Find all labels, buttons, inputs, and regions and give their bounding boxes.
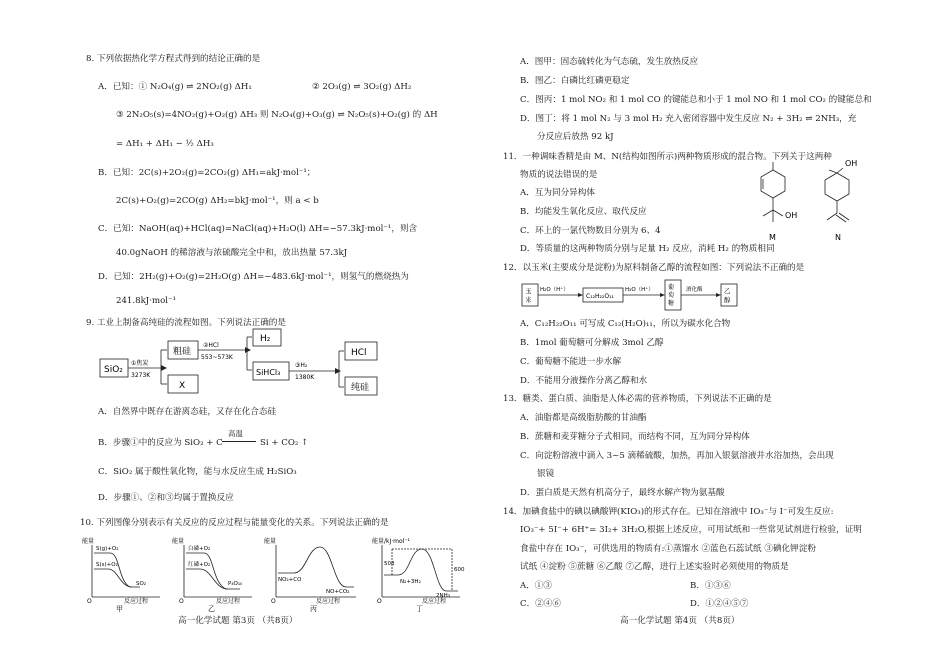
right-page-footer: 高一化学试题 第4页 （共8页） [620, 616, 740, 626]
q12-stem: 12．以玉米(主要成分是淀粉)为原料制备乙醇的流程如图：下列说法不正确的是 [503, 263, 805, 273]
q11-stem-line2: 物质的说法错误的是 [520, 170, 598, 180]
c12-label: C₁₂H₂₂O₁₁ [586, 293, 614, 300]
svg-text:萄: 萄 [668, 292, 675, 299]
graph-jia-y-label: 能量 [82, 538, 95, 545]
q8-option-d-line1: D．已知：2H₂(g)+O₂(g)=2H₂O(g) ΔH=−483.6kJ·mol⁻¹，则氢气的燃烧热为 [98, 272, 409, 282]
q11-structures [745, 158, 885, 244]
temp3-label: 1380K [295, 374, 315, 381]
graph-ding-x-label: 反应过程 [422, 598, 447, 605]
svg-text:醇: 醇 [724, 296, 731, 304]
temp2-label: 553~573K [201, 354, 233, 361]
q14-option-c: C．②④⑥ [520, 599, 561, 609]
graph-yi-origin: O [179, 598, 184, 605]
q12-option-a: A．C₁₂H₂₂O₁₁ 可写成 C₁₂(H₂O)₁₁，所以为碳水化合物 [520, 319, 731, 329]
q14-option-b: B．①③⑥ [690, 581, 731, 591]
q8-option-d-line2: 241.8kJ·mol⁻¹ [116, 296, 177, 306]
q13-option-b: B．蔗糖和麦芽糖分子式相同，而结构不同，互为同分异构体 [520, 432, 750, 442]
graph-jia [82, 537, 160, 613]
structure-n-label: N [835, 233, 841, 242]
graph-jia-caption: 甲 [116, 605, 123, 613]
structure-m [761, 162, 797, 242]
q8-option-a-line1: A．已知：① N₂O₄(g) ⇌ 2NO₂(g) ΔH₁ [98, 82, 252, 92]
q12-flow-diagram [520, 278, 750, 312]
q14-option-a: A．①③ [520, 581, 552, 591]
graph-bing-origin: O [271, 598, 276, 605]
q9-option-d: D．步骤①、②和③均属于置换反应 [98, 493, 234, 503]
step2-label: ②HCl [203, 342, 219, 349]
graph-yi-end-label: P₄O₁₀ [228, 581, 243, 587]
q13-stem: 13．糖类、蛋白质、油脂是人体必需的营养物质，下列说法不正确的是 [503, 394, 772, 404]
q11-option-b: B．均能发生氧化反应、取代反应 [520, 207, 647, 217]
step3-label: ③H₂ [295, 362, 308, 369]
h2-label: H₂ [260, 334, 271, 344]
q11-option-a: A．互为同分异构体 [520, 188, 595, 198]
hcl-label: HCl [351, 348, 367, 358]
q10-stem: 10. 下列图像分别表示有关反应的反应过程与能量变化的关系。下列说法正确的是 [80, 518, 389, 528]
q13-option-d: D．蛋白质是天然有机高分子，最终水解产物为氨基酸 [520, 488, 725, 498]
graph-ding-mid-label: N₂+3H₂ [400, 579, 421, 585]
q10-option-d-line2: 分反应后放热 92 kJ [537, 132, 614, 142]
q9-option-b-arrow [222, 441, 256, 442]
graph-jia-x-label: 反应过程 [124, 598, 149, 605]
graph-bing [264, 537, 356, 613]
graph-yi [172, 537, 252, 613]
graph-ding-end-label: 2NH₃ [436, 593, 450, 599]
temp1-label: 3273K [131, 372, 151, 379]
graph-yi-y-label: 能量 [172, 538, 185, 545]
graph-bing-start-label: NO₂+CO [278, 577, 302, 583]
q12-option-d: D．不能用分液操作分离乙醇和水 [520, 376, 648, 386]
graph-ding-curve [384, 549, 458, 591]
graph-jia-origin: O [87, 598, 92, 605]
graph-jia-top-label: S(g)+O₂ [96, 546, 119, 552]
q14-stem-line2: IO₃⁻+ 5I⁻+ 6H⁺= 3I₂+ 3H₂O,根据上述反应，可用试纸和一些常见试剂进行检验，证明 [520, 525, 862, 535]
q12-option-c: C．葡萄糖不能进一步水解 [520, 357, 622, 367]
graph-yi-mid-label: 红磷+O₂ [188, 562, 211, 568]
graph-bing-end-label: NO+CO₂ [326, 589, 350, 595]
q14-stem-line3: 食盐中存在 IO₃⁻，可供选用的物质有:①蒸馏水 ②蓝色石蕊试纸 ③碘化钾淀粉 [520, 544, 816, 554]
q10-option-d-line1: D．图丁：将 1 mol N₂ 与 3 mol H₂ 充入密闭容器中发生反应 N₂ + 3H₂ ⇌ 2NH₃，充 [520, 114, 857, 124]
graph-jia-curve1 [94, 553, 140, 587]
q14-stem-line1: 14．加碘食盐中的碘以碘酸钾(KIO₃)的形式存在。已知在溶液中 IO₃⁻与 I⁻可发生反应: [503, 507, 834, 517]
graph-bing-x-label: 反应过程 [316, 598, 341, 605]
q14-option-d: D．①②④⑤⑦ [690, 599, 749, 609]
q11-stem-line1: 11．一种调味香精是由 M、N(结构如图所示)两种物质形成的混合物。下列关于这两种 [503, 152, 832, 162]
q8-stem: 8. 下列依据热化学方程式得到的结论正确的是 [86, 54, 261, 64]
graph-ding-600: 600 [454, 567, 465, 573]
q8-option-a-line1b: ② 2O₃(g) ⇌ 3O₂(g) ΔH₂ [312, 82, 412, 92]
q8-option-a-line3: = ΔH₁ + ΔH₁ − ½ ΔH₃ [116, 139, 214, 149]
graph-bing-y-label: 能量 [264, 538, 277, 545]
flow-step1-label: H₂O（H⁺） [540, 287, 569, 293]
q8-option-c-line2: 40.0gNaOH 的稀溶液与浓硫酸完全中和，放出热量 57.3kJ [116, 248, 348, 258]
q11-option-d: D．等质量的这两种物质分别与足量 H₂ 反应，消耗 H₂ 的物质相同 [520, 244, 775, 254]
q10-option-a: A．图甲：固态硫转化为气态硫，发生放热反应 [520, 57, 699, 67]
structure-n-oh: OH [845, 159, 858, 168]
sihcl3-label: SiHCl₃ [256, 368, 281, 377]
q13-option-c-line2: 银镜 [537, 469, 555, 479]
q9-option-b-cond: 高温 [228, 429, 243, 438]
graph-yi-top-label: 白磷+O₂ [188, 546, 211, 552]
graph-ding-y-label: 能量/kJ·mol⁻¹ [372, 538, 410, 545]
svg-text:米: 米 [525, 296, 532, 304]
flow-step2-label: H₂O（H⁺） [625, 287, 654, 293]
q10-option-c: C．图丙：1 mol NO₂ 和 1 mol CO 的键能总和小于 1 mol NO 和 1 mol CO₂ 的键能总和 [520, 95, 872, 105]
graph-ding-508: 508 [384, 561, 395, 567]
q11-option-c: C．环上的一氯代物数目分别为 6、4 [520, 226, 661, 236]
q8-option-c-line1: C．已知：NaOH(aq)+HCl(aq)=NaCl(aq)+H₂O(l) ΔH=−57.3kJ·mol⁻¹，则含 [98, 224, 418, 234]
svg-text:糖: 糖 [668, 300, 675, 307]
corn-label: 玉 [525, 287, 532, 295]
q9-stem: 9. 工业上制备高纯硅的流程如图。下列说法正确的是 [86, 318, 286, 328]
q9-option-b-pre: B．步骤①中的反应为 SiO₂ + C [98, 438, 223, 448]
step1-label: ①焦炭 [131, 360, 149, 367]
q13-option-a: A．油脂都是高级脂肪酸的甘油酯 [520, 413, 647, 423]
graph-yi-caption: 乙 [208, 605, 215, 613]
q10-energy-graphs [80, 535, 470, 613]
q14-stem-line4: 试纸 ④淀粉 ⑤蔗糖 ⑥乙酸 ⑦乙醇，进行上述实验时必须使用的物质是 [520, 562, 789, 572]
q9-option-a: A．自然界中既存在游离态硅，又存在化合态硅 [98, 407, 277, 417]
glucose-label: 葡 [668, 284, 675, 291]
q9-flow-diagram [95, 327, 395, 397]
graph-ding [372, 537, 465, 613]
left-page-footer: 高一化学试题 第3页 （共8页） [178, 616, 298, 626]
graph-bing-caption: 丙 [310, 605, 317, 613]
structure-n [825, 159, 857, 242]
q13-option-c-line1: C．向淀粉溶液中滴入 3~5 滴稀硫酸，加热，再加入银氨溶液并水浴加热，会出现 [520, 451, 834, 461]
crude-silicon-label: 粗硅 [173, 347, 192, 357]
graph-yi-x-label: 反应过程 [216, 598, 241, 605]
structure-m-oh: OH [785, 211, 798, 220]
q8-option-b-line2: 2C(s)+O₂(g)=2CO(g) ΔH₂=bkJ·mol⁻¹，则 a < b [116, 196, 319, 206]
graph-ding-origin: O [377, 598, 382, 605]
ethanol-label: 乙 [724, 287, 731, 295]
graph-ding-caption: 丁 [416, 605, 423, 613]
q8-option-a-line2: ③ 2N₂O₅(s)=4NO₂(g)+O₂(g) ΔH₃ 则 N₂O₄(g)+O₃(g) ⇌ N₂O₅(s)+O₂(g) 的 ΔH [116, 110, 438, 120]
x-label: X [179, 381, 186, 391]
q12-option-b: B．1mol 葡萄糖可分解成 3mol 乙醇 [520, 338, 664, 348]
q9-option-b-post: Si + CO₂ ↑ [260, 438, 309, 448]
graph-jia-end-label: SO₂ [136, 581, 147, 587]
pure-silicon-label: 纯硅 [351, 383, 370, 393]
graph-jia-mid-label: S(s)+O₂ [96, 562, 118, 568]
q8-option-b-line1: B．已知：2C(s)+2O₂(g)=2CO₂(g) ΔH₁=akJ·mol⁻¹； [98, 168, 316, 178]
flow-step3-label: 酒化酶 [686, 287, 703, 293]
right-page [475, 0, 950, 672]
structure-m-label: M [769, 233, 776, 242]
q9-option-c: C．SiO₂ 属于酸性氧化物，能与水反应生成 H₂SiO₃ [98, 467, 297, 477]
sio2-label: SiO₂ [104, 365, 123, 375]
q10-option-b: B．图乙：白磷比红磷更稳定 [520, 76, 630, 86]
